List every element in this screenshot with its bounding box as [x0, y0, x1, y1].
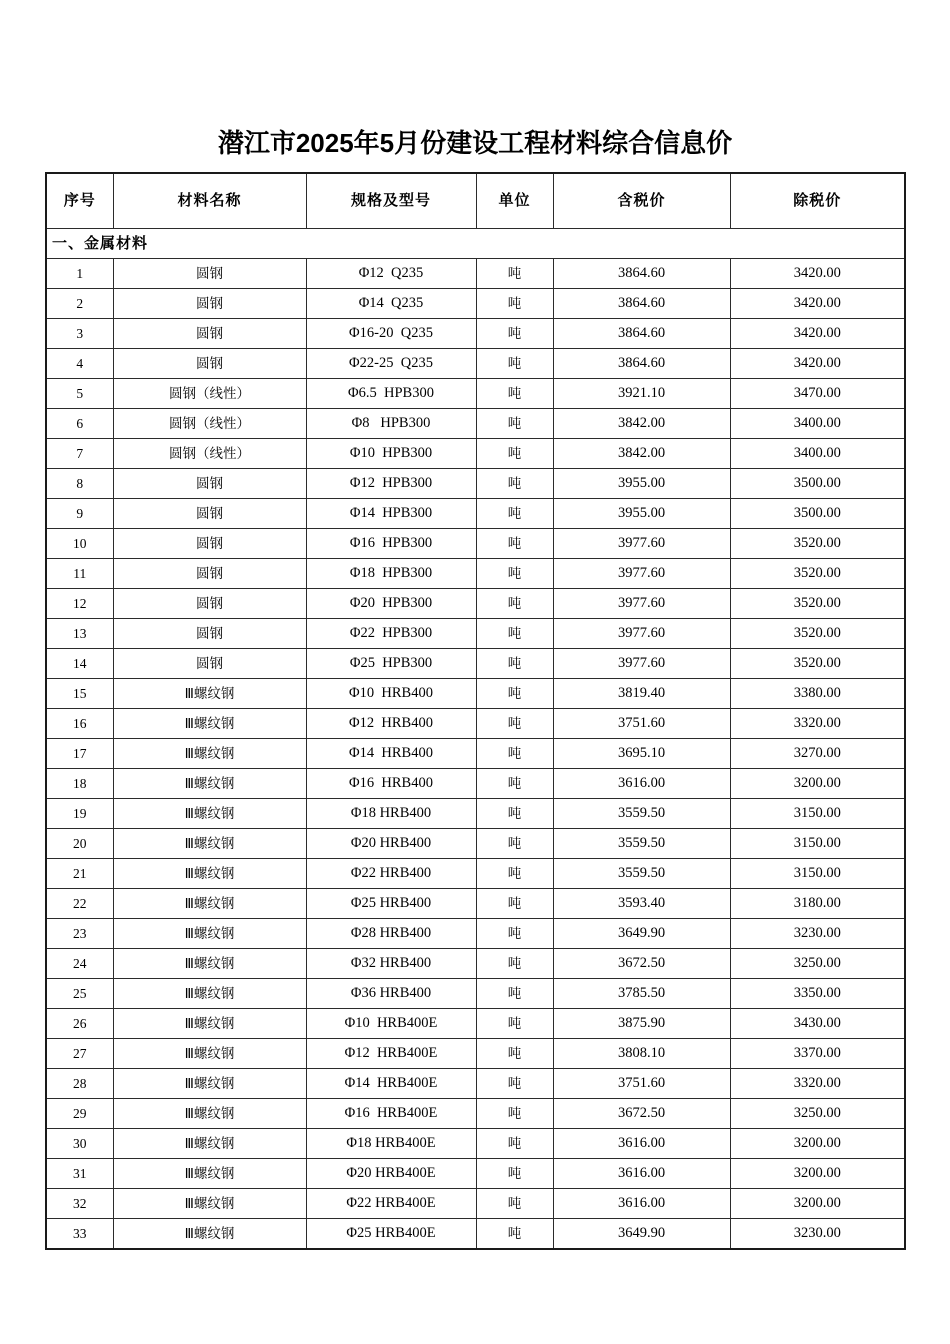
cell-tax-price: 3864.60 [553, 289, 730, 319]
table-row [46, 619, 905, 649]
table-row [46, 679, 905, 709]
cell-tax-price: 3616.00 [553, 1159, 730, 1189]
cell-material-name: Ⅲ螺纹钢 [113, 919, 306, 949]
cell-material-name: 圆钢 [113, 259, 306, 289]
cell-specification: Φ16 HRB400E [306, 1099, 476, 1129]
cell-material-name: Ⅲ螺纹钢 [113, 799, 306, 829]
cell-tax-price: 3695.10 [553, 739, 730, 769]
table-row [46, 769, 905, 799]
cell-netax-price: 3520.00 [730, 619, 905, 649]
cell-unit: 吨 [476, 1039, 553, 1069]
cell-tax-price: 3819.40 [553, 679, 730, 709]
cell-index: 12 [46, 589, 113, 619]
cell-specification: Φ20 HRB400E [306, 1159, 476, 1189]
cell-material-name: 圆钢（线性） [113, 409, 306, 439]
category-row [46, 229, 905, 259]
cell-specification: Φ12 HRB400 [306, 709, 476, 739]
cell-index: 15 [46, 679, 113, 709]
cell-material-name: Ⅲ螺纹钢 [113, 679, 306, 709]
cell-netax-price: 3420.00 [730, 319, 905, 349]
cell-netax-price: 3400.00 [730, 409, 905, 439]
cell-specification: Φ14 HRB400E [306, 1069, 476, 1099]
cell-netax-price: 3430.00 [730, 1009, 905, 1039]
cell-tax-price: 3672.50 [553, 949, 730, 979]
cell-unit: 吨 [476, 679, 553, 709]
table-row [46, 949, 905, 979]
cell-unit: 吨 [476, 1189, 553, 1219]
cell-unit: 吨 [476, 799, 553, 829]
table-row [46, 859, 905, 889]
cell-unit: 吨 [476, 649, 553, 679]
cell-unit: 吨 [476, 409, 553, 439]
cell-tax-price: 3875.90 [553, 1009, 730, 1039]
cell-unit: 吨 [476, 289, 553, 319]
cell-unit: 吨 [476, 859, 553, 889]
cell-tax-price: 3977.60 [553, 559, 730, 589]
cell-unit: 吨 [476, 619, 553, 649]
cell-material-name: Ⅲ螺纹钢 [113, 979, 306, 1009]
cell-material-name: Ⅲ螺纹钢 [113, 739, 306, 769]
cell-specification: Φ25 HRB400E [306, 1219, 476, 1250]
cell-netax-price: 3150.00 [730, 799, 905, 829]
cell-unit: 吨 [476, 259, 553, 289]
table-row [46, 289, 905, 319]
cell-index: 22 [46, 889, 113, 919]
cell-unit: 吨 [476, 379, 553, 409]
cell-material-name: Ⅲ螺纹钢 [113, 1069, 306, 1099]
table-row [46, 919, 905, 949]
cell-specification: Φ28 HRB400 [306, 919, 476, 949]
table-row [46, 469, 905, 499]
material-price-table [45, 172, 906, 1250]
cell-netax-price: 3520.00 [730, 649, 905, 679]
column-header-name: 材料名称 [113, 173, 306, 229]
column-header-index: 序号 [46, 173, 113, 229]
cell-unit: 吨 [476, 829, 553, 859]
table-row [46, 259, 905, 289]
cell-specification: Φ32 HRB400 [306, 949, 476, 979]
cell-index: 5 [46, 379, 113, 409]
cell-netax-price: 3370.00 [730, 1039, 905, 1069]
cell-netax-price: 3400.00 [730, 439, 905, 469]
table-row [46, 889, 905, 919]
cell-unit: 吨 [476, 889, 553, 919]
cell-specification: Φ22 HRB400 [306, 859, 476, 889]
cell-netax-price: 3150.00 [730, 829, 905, 859]
cell-tax-price: 3864.60 [553, 319, 730, 349]
cell-specification: Φ22 HRB400E [306, 1189, 476, 1219]
cell-index: 32 [46, 1189, 113, 1219]
cell-tax-price: 3751.60 [553, 1069, 730, 1099]
cell-material-name: 圆钢 [113, 529, 306, 559]
cell-specification: Φ20 HRB400 [306, 829, 476, 859]
cell-netax-price: 3230.00 [730, 1219, 905, 1250]
cell-material-name: Ⅲ螺纹钢 [113, 1189, 306, 1219]
cell-netax-price: 3200.00 [730, 1189, 905, 1219]
cell-tax-price: 3864.60 [553, 259, 730, 289]
cell-unit: 吨 [476, 739, 553, 769]
cell-specification: Φ18 HRB400 [306, 799, 476, 829]
cell-unit: 吨 [476, 1219, 553, 1250]
cell-unit: 吨 [476, 1069, 553, 1099]
table-row [46, 829, 905, 859]
table-row [46, 439, 905, 469]
cell-netax-price: 3380.00 [730, 679, 905, 709]
table-row [46, 589, 905, 619]
cell-unit: 吨 [476, 1129, 553, 1159]
cell-netax-price: 3520.00 [730, 559, 905, 589]
cell-index: 14 [46, 649, 113, 679]
cell-material-name: 圆钢（线性） [113, 439, 306, 469]
cell-tax-price: 3808.10 [553, 1039, 730, 1069]
table-row [46, 559, 905, 589]
cell-unit: 吨 [476, 469, 553, 499]
cell-material-name: 圆钢 [113, 589, 306, 619]
cell-specification: Φ16 HPB300 [306, 529, 476, 559]
cell-unit: 吨 [476, 949, 553, 979]
cell-index: 11 [46, 559, 113, 589]
cell-unit: 吨 [476, 529, 553, 559]
cell-index: 2 [46, 289, 113, 319]
cell-netax-price: 3200.00 [730, 1129, 905, 1159]
cell-index: 24 [46, 949, 113, 979]
cell-index: 21 [46, 859, 113, 889]
cell-tax-price: 3649.90 [553, 1219, 730, 1250]
cell-index: 4 [46, 349, 113, 379]
table-row [46, 1219, 905, 1250]
table-row [46, 739, 905, 769]
cell-index: 18 [46, 769, 113, 799]
cell-unit: 吨 [476, 1159, 553, 1189]
cell-tax-price: 3864.60 [553, 349, 730, 379]
cell-netax-price: 3350.00 [730, 979, 905, 1009]
cell-tax-price: 3842.00 [553, 409, 730, 439]
cell-material-name: 圆钢 [113, 649, 306, 679]
cell-tax-price: 3593.40 [553, 889, 730, 919]
cell-tax-price: 3842.00 [553, 439, 730, 469]
cell-index: 27 [46, 1039, 113, 1069]
cell-index: 23 [46, 919, 113, 949]
cell-material-name: 圆钢 [113, 619, 306, 649]
column-header-tax-price: 含税价 [553, 173, 730, 229]
cell-material-name: Ⅲ螺纹钢 [113, 889, 306, 919]
cell-unit: 吨 [476, 439, 553, 469]
cell-material-name: Ⅲ螺纹钢 [113, 829, 306, 859]
table-row [46, 979, 905, 1009]
cell-unit: 吨 [476, 769, 553, 799]
cell-material-name: Ⅲ螺纹钢 [113, 1039, 306, 1069]
cell-index: 26 [46, 1009, 113, 1039]
cell-specification: Φ18 HPB300 [306, 559, 476, 589]
table-row [46, 1189, 905, 1219]
cell-netax-price: 3230.00 [730, 919, 905, 949]
cell-tax-price: 3672.50 [553, 1099, 730, 1129]
cell-specification: Φ16 HRB400 [306, 769, 476, 799]
cell-tax-price: 3977.60 [553, 649, 730, 679]
cell-material-name: 圆钢 [113, 289, 306, 319]
cell-material-name: 圆钢 [113, 469, 306, 499]
cell-netax-price: 3420.00 [730, 349, 905, 379]
cell-specification: Φ14 HRB400 [306, 739, 476, 769]
cell-index: 7 [46, 439, 113, 469]
cell-index: 29 [46, 1099, 113, 1129]
cell-tax-price: 3977.60 [553, 529, 730, 559]
cell-specification: Φ25 HRB400 [306, 889, 476, 919]
cell-index: 6 [46, 409, 113, 439]
cell-unit: 吨 [476, 979, 553, 1009]
cell-index: 16 [46, 709, 113, 739]
cell-specification: Φ12 Q235 [306, 259, 476, 289]
table-row [46, 1009, 905, 1039]
cell-index: 20 [46, 829, 113, 859]
cell-index: 19 [46, 799, 113, 829]
cell-index: 8 [46, 469, 113, 499]
cell-index: 33 [46, 1219, 113, 1250]
cell-specification: Φ25 HPB300 [306, 649, 476, 679]
cell-material-name: Ⅲ螺纹钢 [113, 1159, 306, 1189]
cell-specification: Φ6.5 HPB300 [306, 379, 476, 409]
cell-netax-price: 3180.00 [730, 889, 905, 919]
cell-unit: 吨 [476, 1099, 553, 1129]
cell-netax-price: 3520.00 [730, 529, 905, 559]
cell-netax-price: 3470.00 [730, 379, 905, 409]
cell-tax-price: 3559.50 [553, 799, 730, 829]
cell-specification: Φ14 Q235 [306, 289, 476, 319]
cell-material-name: Ⅲ螺纹钢 [113, 859, 306, 889]
cell-index: 10 [46, 529, 113, 559]
column-header-unit: 单位 [476, 173, 553, 229]
cell-index: 3 [46, 319, 113, 349]
cell-index: 28 [46, 1069, 113, 1099]
cell-specification: Φ16-20 Q235 [306, 319, 476, 349]
cell-material-name: 圆钢 [113, 319, 306, 349]
table-row [46, 1069, 905, 1099]
cell-netax-price: 3150.00 [730, 859, 905, 889]
cell-netax-price: 3500.00 [730, 469, 905, 499]
cell-specification: Φ10 HRB400E [306, 1009, 476, 1039]
cell-tax-price: 3955.00 [553, 469, 730, 499]
cell-netax-price: 3500.00 [730, 499, 905, 529]
table-row [46, 349, 905, 379]
cell-specification: Φ20 HPB300 [306, 589, 476, 619]
cell-material-name: Ⅲ螺纹钢 [113, 1219, 306, 1250]
cell-specification: Φ10 HPB300 [306, 439, 476, 469]
cell-unit: 吨 [476, 559, 553, 589]
cell-netax-price: 3320.00 [730, 709, 905, 739]
cell-unit: 吨 [476, 499, 553, 529]
page-title: 潜江市2025年5月份建设工程材料综合信息价 [217, 128, 733, 158]
cell-tax-price: 3616.00 [553, 769, 730, 799]
cell-specification: Φ8 HPB300 [306, 409, 476, 439]
cell-specification: Φ10 HRB400 [306, 679, 476, 709]
cell-material-name: Ⅲ螺纹钢 [113, 1009, 306, 1039]
cell-tax-price: 3649.90 [553, 919, 730, 949]
cell-tax-price: 3616.00 [553, 1189, 730, 1219]
cell-tax-price: 3977.60 [553, 589, 730, 619]
cell-material-name: 圆钢 [113, 559, 306, 589]
cell-material-name: 圆钢（线性） [113, 379, 306, 409]
table-row [46, 319, 905, 349]
category-label: 一、金属材料 [46, 229, 905, 259]
column-header-spec: 规格及型号 [306, 173, 476, 229]
table-row [46, 1159, 905, 1189]
cell-netax-price: 3320.00 [730, 1069, 905, 1099]
cell-index: 1 [46, 259, 113, 289]
cell-material-name: 圆钢 [113, 349, 306, 379]
cell-tax-price: 3559.50 [553, 859, 730, 889]
cell-unit: 吨 [476, 1009, 553, 1039]
cell-tax-price: 3559.50 [553, 829, 730, 859]
cell-index: 13 [46, 619, 113, 649]
table-row [46, 649, 905, 679]
cell-unit: 吨 [476, 319, 553, 349]
cell-netax-price: 3420.00 [730, 289, 905, 319]
cell-specification: Φ14 HPB300 [306, 499, 476, 529]
cell-material-name: Ⅲ螺纹钢 [113, 769, 306, 799]
table-row [46, 1129, 905, 1159]
table-row [46, 1099, 905, 1129]
cell-material-name: Ⅲ螺纹钢 [113, 709, 306, 739]
table-row [46, 529, 905, 559]
table-row [46, 709, 905, 739]
table-header-row [46, 173, 905, 229]
cell-unit: 吨 [476, 709, 553, 739]
table-header [46, 173, 905, 229]
cell-netax-price: 3420.00 [730, 259, 905, 289]
cell-index: 30 [46, 1129, 113, 1159]
cell-material-name: Ⅲ螺纹钢 [113, 1099, 306, 1129]
cell-specification: Φ36 HRB400 [306, 979, 476, 1009]
cell-material-name: Ⅲ螺纹钢 [113, 1129, 306, 1159]
cell-netax-price: 3250.00 [730, 949, 905, 979]
cell-tax-price: 3616.00 [553, 1129, 730, 1159]
cell-unit: 吨 [476, 919, 553, 949]
cell-specification: Φ22 HPB300 [306, 619, 476, 649]
cell-specification: Φ22-25 Q235 [306, 349, 476, 379]
table-row [46, 409, 905, 439]
cell-netax-price: 3520.00 [730, 589, 905, 619]
column-header-netax-price: 除税价 [730, 173, 905, 229]
cell-index: 25 [46, 979, 113, 1009]
cell-specification: Φ18 HRB400E [306, 1129, 476, 1159]
cell-tax-price: 3955.00 [553, 499, 730, 529]
cell-specification: Φ12 HRB400E [306, 1039, 476, 1069]
cell-material-name: 圆钢 [113, 499, 306, 529]
table-row [46, 1039, 905, 1069]
table-body [46, 229, 905, 1250]
table-row [46, 379, 905, 409]
cell-tax-price: 3785.50 [553, 979, 730, 1009]
cell-netax-price: 3270.00 [730, 739, 905, 769]
table-row [46, 499, 905, 529]
cell-netax-price: 3200.00 [730, 769, 905, 799]
cell-netax-price: 3200.00 [730, 1159, 905, 1189]
cell-tax-price: 3977.60 [553, 619, 730, 649]
cell-tax-price: 3751.60 [553, 709, 730, 739]
cell-tax-price: 3921.10 [553, 379, 730, 409]
cell-netax-price: 3250.00 [730, 1099, 905, 1129]
cell-index: 9 [46, 499, 113, 529]
cell-specification: Φ12 HPB300 [306, 469, 476, 499]
cell-material-name: Ⅲ螺纹钢 [113, 949, 306, 979]
cell-unit: 吨 [476, 349, 553, 379]
table-row [46, 799, 905, 829]
cell-index: 31 [46, 1159, 113, 1189]
cell-index: 17 [46, 739, 113, 769]
cell-unit: 吨 [476, 589, 553, 619]
